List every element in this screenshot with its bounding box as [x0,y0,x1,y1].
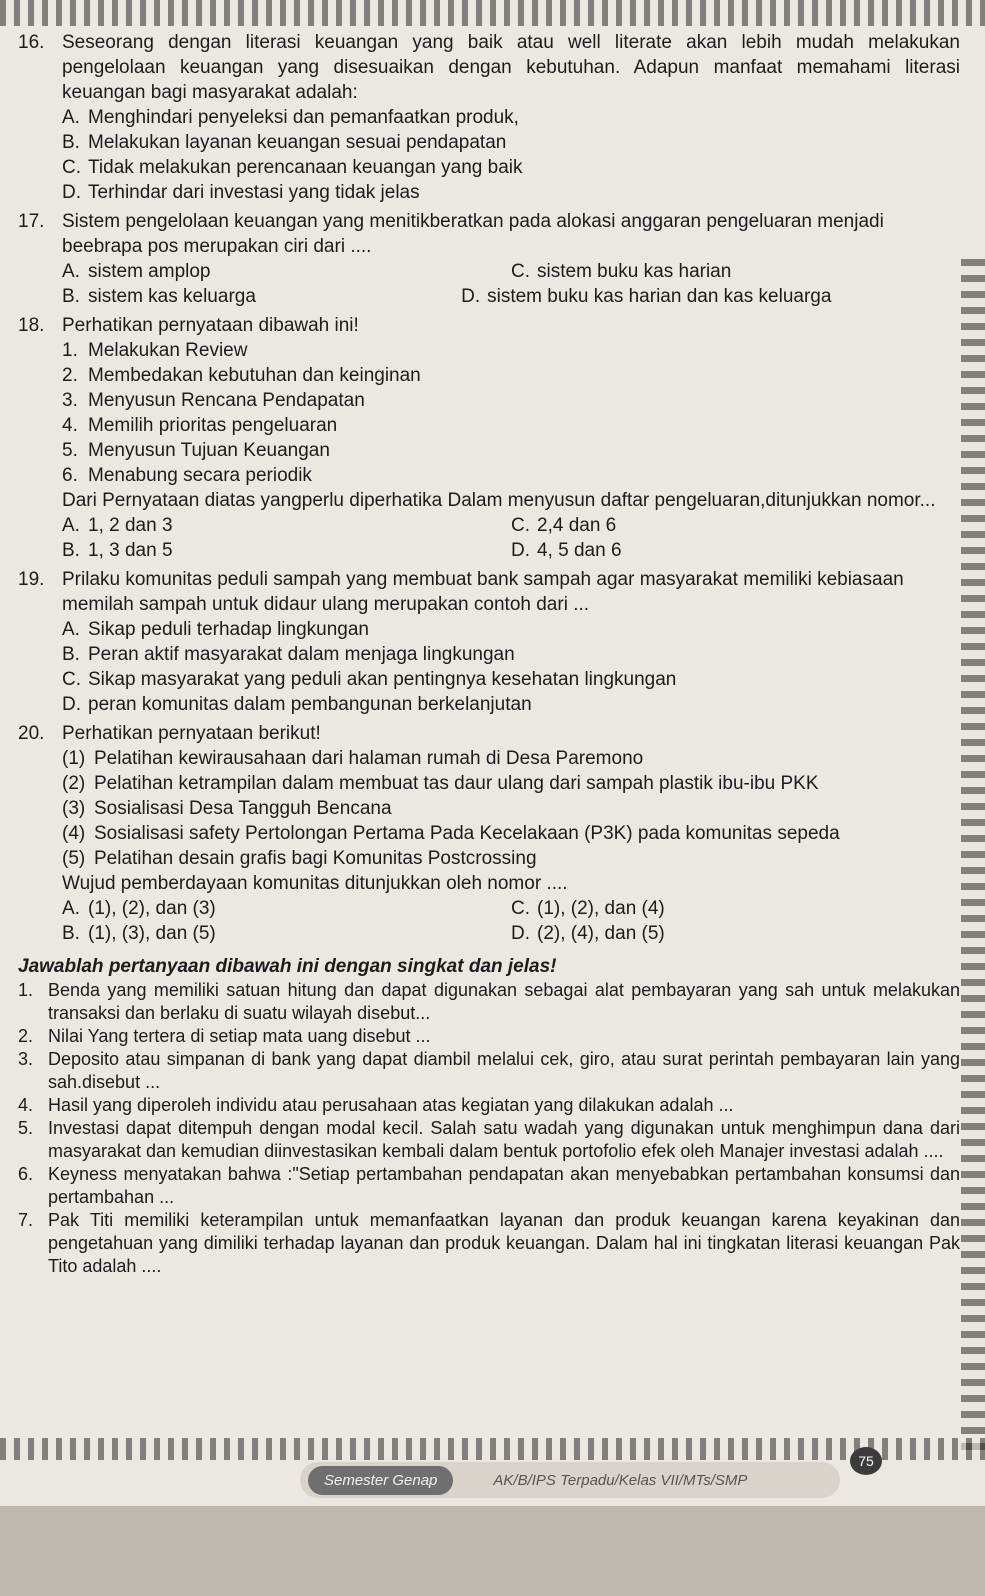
question-17 [18,209,960,259]
option-letter: B. [62,540,80,561]
option [62,642,960,667]
question-19-options [18,617,960,717]
question-number: 20. [18,723,45,744]
option-text: (1), (2), dan (4) [537,898,665,919]
option [62,259,511,284]
essay-list [18,979,960,1278]
option-text: sistem amplop [88,261,211,282]
decorative-border-right [961,250,985,1450]
statement-item [62,338,960,363]
statement-number: 6. [62,465,78,486]
question-16 [18,30,960,105]
essay-text: Hasil yang diperoleh individu atau perusahaan atas kegiatan yang dilakukan adalah ... [48,1095,734,1115]
statement-text: Menyusun Rencana Pendapatan [88,390,365,411]
option-letter: C. [511,515,530,536]
statement-number: 5. [62,440,78,461]
question-text: Prilaku komunitas peduli sampah yang membuat bank sampah agar masyarakat memiliki kebiasaan memilah sampah untuk didaur ulang merupakan contoh dari ... [62,569,904,615]
option [511,921,960,946]
option-text: 1, 2 dan 3 [88,515,173,536]
page-number-badge: 75 [850,1447,882,1475]
option [62,105,960,130]
question-stem: Dari Pernyataan diatas yangperlu diperhatika Dalam menyusun daftar pengeluaran,ditunjukkan nomor... [62,490,936,511]
statement-item [62,771,960,796]
option-text: 2,4 dan 6 [537,515,617,536]
option [62,180,960,205]
option-text: Sikap peduli terhadap lingkungan [88,619,369,640]
essay-number: 6. [18,1164,34,1184]
statement-text: Menyusun Tujuan Keuangan [88,440,330,461]
option [511,896,960,921]
option-letter: D. [511,923,530,944]
essay-text: Keyness menyatakan bahwa :"Setiap pertambahan pendapatan akan menyebabkan pertambahan konsumsi dan pertambahan ... [48,1164,960,1207]
option-text: peran komunitas dalam pembangunan berkelanjutan [88,694,532,715]
page-footer [300,1462,840,1498]
essay-number: 1. [18,980,34,1000]
question-20-statements [18,746,960,946]
option [62,667,960,692]
statement-text: Pelatihan kewirausahaan dari halaman rumah di Desa Paremono [94,748,644,769]
statement-text: Pelatihan desain grafis bagi Komunitas Postcrossing [94,848,537,869]
statement-item [62,746,960,771]
semester-label: Semester Genap [308,1466,453,1495]
option-text: Tidak melakukan perencanaan keuangan yang baik [88,157,523,178]
option [62,538,511,563]
statement-item [62,363,960,388]
option-text: sistem buku kas harian dan kas keluarga [487,286,832,307]
option [62,921,511,946]
essay-item [18,1094,960,1117]
question-17-options [18,259,960,309]
essay-number: 7. [18,1210,34,1230]
option [511,259,960,284]
essay-section-title: Jawablah pertanyaan dibawah ini dengan singkat dan jelas! [18,956,557,977]
essay-text: Deposito atau simpanan di bank yang dapat diambil melalui cek, giro, atau surat perintah pembayaran lain yang sah.disebut ... [48,1049,960,1092]
question-number: 18. [18,315,45,336]
essay-item [18,1117,960,1163]
statement-number: (2) [62,773,86,794]
decorative-border-top [0,0,985,26]
question-text: Perhatikan pernyataan dibawah ini! [62,315,359,336]
question-18-statements [18,338,960,563]
option [62,617,960,642]
essay-text: Benda yang memiliki satuan hitung dan dapat digunakan sebagai alat pembayaran yang sah untuk melakukan transaksi dan berlaku di suatu wilayah disebut... [48,980,960,1023]
essay-text: Investasi dapat ditempuh dengan modal kecil. Salah satu wadah yang digunakan untuk menghimpun dana dari masyarakat dan kemudian diinvestasikan kembali dalam bentuk portofolio efek oleh Manajer investasi adalah .... [48,1118,960,1161]
statement-text: Melakukan Review [88,340,248,361]
essay-item [18,1163,960,1209]
statement-item [62,463,960,488]
option-text: 1, 3 dan 5 [88,540,173,561]
essay-number: 3. [18,1049,34,1069]
option [62,513,511,538]
statement-text: Membedakan kebutuhan dan keinginan [88,365,421,386]
statement-item [62,821,960,846]
option [511,538,960,563]
statement-text: Sosialisasi Desa Tangguh Bencana [94,798,392,819]
option [511,513,960,538]
option-letter: B. [62,132,80,153]
option-letter: D. [511,540,530,561]
decorative-border-bottom [0,1438,985,1460]
essay-text: Nilai Yang tertera di setiap mata uang disebut ... [48,1026,431,1046]
essay-item [18,1209,960,1278]
statement-number: 2. [62,365,78,386]
question-19 [18,567,960,617]
option-letter: C. [511,898,530,919]
course-label: AK/B/IPS Terpadu/Kelas VII/MTs/SMP [493,1471,748,1489]
statement-number: (3) [62,798,86,819]
essay-item [18,1048,960,1094]
question-18 [18,313,960,338]
option-letter: C. [62,669,81,690]
option-letter: C. [511,261,530,282]
statement-item [62,846,960,871]
option-letter: C. [62,157,81,178]
essay-number: 5. [18,1118,34,1138]
statement-number: (4) [62,823,86,844]
statement-text: Sosialisasi safety Pertolongan Pertama Pada Kecelakaan (P3K) pada komunitas sepeda [94,823,840,844]
statement-number: (1) [62,748,86,769]
question-text: Sistem pengelolaan keuangan yang menitikberatkan pada alokasi anggaran pengeluaran menjadi beebrapa pos merupakan ciri dari .... [62,211,884,257]
option-letter: A. [62,515,80,536]
question-content [18,30,960,1278]
question-16-options [18,105,960,205]
option [62,896,511,921]
option-text: sistem buku kas harian [537,261,732,282]
essay-item [18,979,960,1025]
essay-number: 4. [18,1095,34,1115]
option-letter: B. [62,923,80,944]
option-text: Peran aktif masyarakat dalam menjaga lingkungan [88,644,515,665]
statement-text: Menabung secara periodik [88,465,312,486]
option [62,284,461,309]
option [62,130,960,155]
statement-item [62,388,960,413]
option-text: Sikap masyarakat yang peduli akan pentingnya kesehatan lingkungan [88,669,677,690]
option-text: sistem kas keluarga [88,286,256,307]
option-letter: D. [62,694,81,715]
question-number: 16. [18,32,45,53]
statement-number: (5) [62,848,86,869]
background-surface [0,1506,985,1596]
option-text: Terhindar dari investasi yang tidak jelas [88,182,420,203]
statement-item [62,413,960,438]
question-number: 17. [18,211,45,232]
option-text: Melakukan layanan keuangan sesuai pendapatan [88,132,507,153]
question-number: 19. [18,569,45,590]
statement-number: 1. [62,340,78,361]
question-20 [18,721,960,746]
statement-text: Pelatihan ketrampilan dalam membuat tas daur ulang dari sampah plastik ibu-ibu PKK [94,773,819,794]
option [461,284,960,309]
option-text: (1), (2), dan (3) [88,898,216,919]
option-text: Menghindari penyeleksi dan pemanfaatkan produk, [88,107,519,128]
option-letter: D. [461,286,481,307]
option-letter: A. [62,898,80,919]
option [62,692,960,717]
question-stem: Wujud pemberdayaan komunitas ditunjukkan oleh nomor .... [62,873,568,894]
option-text: 4, 5 dan 6 [537,540,622,561]
option-letter: A. [62,261,80,282]
option-letter: D. [62,182,81,203]
statement-text: Memilih prioritas pengeluaran [88,415,338,436]
essay-item [18,1025,960,1048]
option-letter: A. [62,619,80,640]
statement-number: 4. [62,415,78,436]
option-letter: B. [62,644,80,665]
question-text: Seseorang dengan literasi keuangan yang baik atau well literate akan lebih mudah melakukan pengelolaan keuangan yang disesuaikan dengan kebutuhan. Adapun manfaat memahami literasi keuangan bagi masyarakat adalah: [62,32,960,103]
statement-item [62,438,960,463]
option-text: (2), (4), dan (5) [537,923,665,944]
option [62,155,960,180]
statement-item [62,796,960,821]
essay-number: 2. [18,1026,34,1046]
option-letter: A. [62,107,80,128]
option-letter: B. [62,286,80,307]
option-text: (1), (3), dan (5) [88,923,216,944]
question-text: Perhatikan pernyataan berikut! [62,723,321,744]
essay-text: Pak Titi memiliki keterampilan untuk memanfaatkan layanan dan produk keuangan karena keyakinan dan pengetahuan yang dimiliki terhadap layanan dan produk keuangan. Dalam hal ini tingkatan literasi keuangan Pak Tito adalah .... [48,1210,960,1276]
statement-number: 3. [62,390,78,411]
